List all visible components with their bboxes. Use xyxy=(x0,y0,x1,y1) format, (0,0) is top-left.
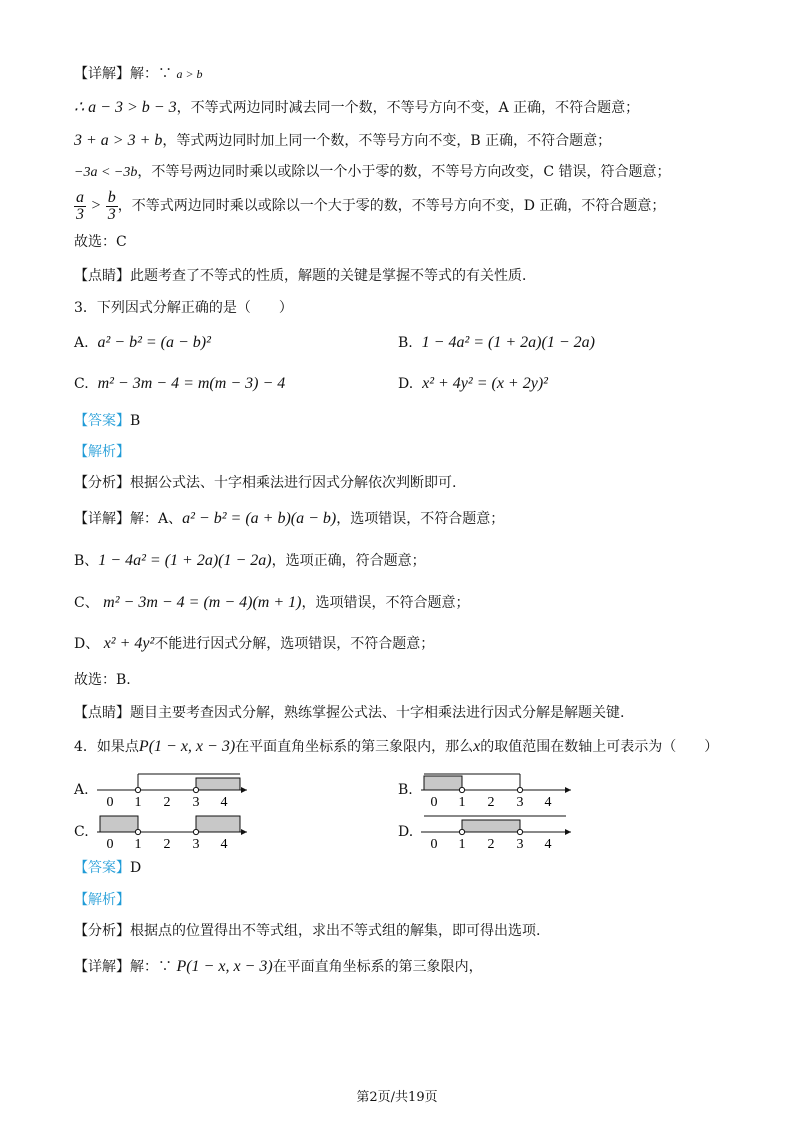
point-line: 【点睛】此题考查了不等式的性质，解题的关键是掌握不等式的有关性质． xyxy=(74,268,536,284)
q4-stem: 4．如果点P(1 − x, x − 3)在平面直角坐标系的第三象限内，那么x的取值范围在数轴上可表示为（ ） xyxy=(74,738,719,755)
q3-option-a: A. a² − b² = (a − b)² xyxy=(74,334,211,351)
tick-label: 4 xyxy=(220,837,228,850)
q4-option-d-numberline xyxy=(416,810,576,850)
tick-label: 4 xyxy=(544,837,552,850)
tick-label: 4 xyxy=(544,795,552,808)
tick-label: 3 xyxy=(192,795,200,808)
tick-label: 2 xyxy=(163,795,171,808)
q3-detail-c: C、 m² − 3m − 4 = (m − 4)(m + 1)，选项错误，不符合题意； xyxy=(74,594,470,611)
a-dot-1 xyxy=(135,787,140,792)
detail-line-2: ∴ a − 3 > b − 3，不等式两边同时减去同一个数，不等号方向不变，A 正确，不符合题意； xyxy=(74,99,640,116)
q3-option-d: D. x² + 4y² = (x + 2y)² xyxy=(398,375,548,392)
d-dot-1 xyxy=(459,829,464,834)
q4-option-c-numberline xyxy=(92,810,252,850)
q3-detail-b: B、1 − 4a² = (1 + 2a)(1 − 2a)，选项正确，符合题意； xyxy=(74,552,426,569)
fraction-a-3: $\frac{a}{3}$ xyxy=(76,188,84,223)
c-dot-3 xyxy=(193,829,198,834)
tick-label: 3 xyxy=(516,837,524,850)
tick-label: 2 xyxy=(487,795,495,808)
q4-option-c-label: C. xyxy=(74,824,89,840)
c-arrow xyxy=(241,829,247,835)
c-dot-1 xyxy=(135,829,140,834)
a-arrow xyxy=(241,787,247,793)
tick-label: 0 xyxy=(430,795,438,808)
q4-option-b-label: B. xyxy=(398,782,413,798)
b-shade xyxy=(424,776,462,790)
q3-choose: 故选：B. xyxy=(74,672,131,688)
tick-label: 0 xyxy=(106,795,114,808)
q4-option-a-numberline xyxy=(92,768,252,808)
q3-analysis-tag: 【解析】 xyxy=(74,444,130,460)
b-dot-1 xyxy=(459,787,464,792)
q4-answer: 【答案】D xyxy=(74,860,142,876)
tick-label: 0 xyxy=(430,837,438,850)
q4-detail: 【详解】解：∵ P(1 − x, x − 3)在平面直角坐标系的第三象限内， xyxy=(74,958,483,975)
q3-detail-d: D、 x² + 4y²不能进行因式分解，选项错误，不符合题意； xyxy=(74,635,435,652)
tick-label: 1 xyxy=(134,795,142,808)
detail-line-3: 3 + a > 3 + b，等式两边同时加上同一个数，不等号方向不变，B 正确，不符合题意； xyxy=(74,132,612,149)
b-dot-3 xyxy=(517,787,522,792)
q3-option-b: B. 1 − 4a² = (1 + 2a)(1 − 2a) xyxy=(398,334,595,351)
q3-detail-a: 【详解】解：A、a² − b² = (a + b)(a − b)，选项错误，不符合题意； xyxy=(74,510,505,527)
detail-tag: 【详解】 xyxy=(74,66,130,82)
a-shade xyxy=(196,778,240,790)
page-footer: 第2页/共19页 xyxy=(356,1090,438,1105)
c-shade-left xyxy=(100,816,138,832)
tick-label: 1 xyxy=(458,795,466,808)
tick-label: 4 xyxy=(220,795,228,808)
tick-label: 3 xyxy=(192,837,200,850)
d-arrow xyxy=(565,829,571,835)
detail-line-1: 【详解】解：∵ a > b xyxy=(74,66,203,82)
q4-option-d-label: D. xyxy=(398,824,414,840)
d-dot-3 xyxy=(517,829,522,834)
q3-option-c: C. m² − 3m − 4 = m(m − 3) − 4 xyxy=(74,375,286,392)
q3-point: 【点睛】题目主要考查因式分解，熟练掌握公式法、十字相乘法进行因式分解是解题关键. xyxy=(74,705,625,721)
choose-line: 故选：C xyxy=(74,234,127,250)
detail-line-4: −3a < −3b，不等号两边同时乘以或除以一个小于零的数，不等号方向改变，C 错误，符合题意； xyxy=(74,164,671,180)
tick-label: 2 xyxy=(487,837,495,850)
tick-label: 1 xyxy=(134,837,142,850)
q4-analysis-tag: 【解析】 xyxy=(74,892,130,908)
c-shade-right xyxy=(196,816,240,832)
tick-label: 3 xyxy=(516,795,524,808)
q4-analysis: 【分析】根据点的位置得出不等式组，求出不等式组的解集，即可得出选项. xyxy=(74,923,541,939)
detail-line-5: $\frac{a}{3}$ > $\frac{b}{3}$ ，不等式两边同时乘以或除以一个大于零的数，不等号方向不变，D 正确，不符合题意； xyxy=(76,188,666,223)
d-shade xyxy=(462,820,520,832)
tick-label: 2 xyxy=(163,837,171,850)
tick-label: 1 xyxy=(458,837,466,850)
a-dot-3 xyxy=(193,787,198,792)
tick-label: 0 xyxy=(106,837,114,850)
q4-option-a-label: A. xyxy=(74,782,89,798)
q3-answer: 【答案】B xyxy=(74,413,141,429)
q3-analysis: 【分析】根据公式法、十字相乘法进行因式分解依次判断即可. xyxy=(74,475,457,491)
b-arrow xyxy=(565,787,571,793)
fraction-b-3: $\frac{b}{3}$ xyxy=(107,188,116,223)
q4-option-b-numberline xyxy=(416,768,576,808)
q3-stem: 3．下列因式分解正确的是（ ） xyxy=(74,300,293,316)
